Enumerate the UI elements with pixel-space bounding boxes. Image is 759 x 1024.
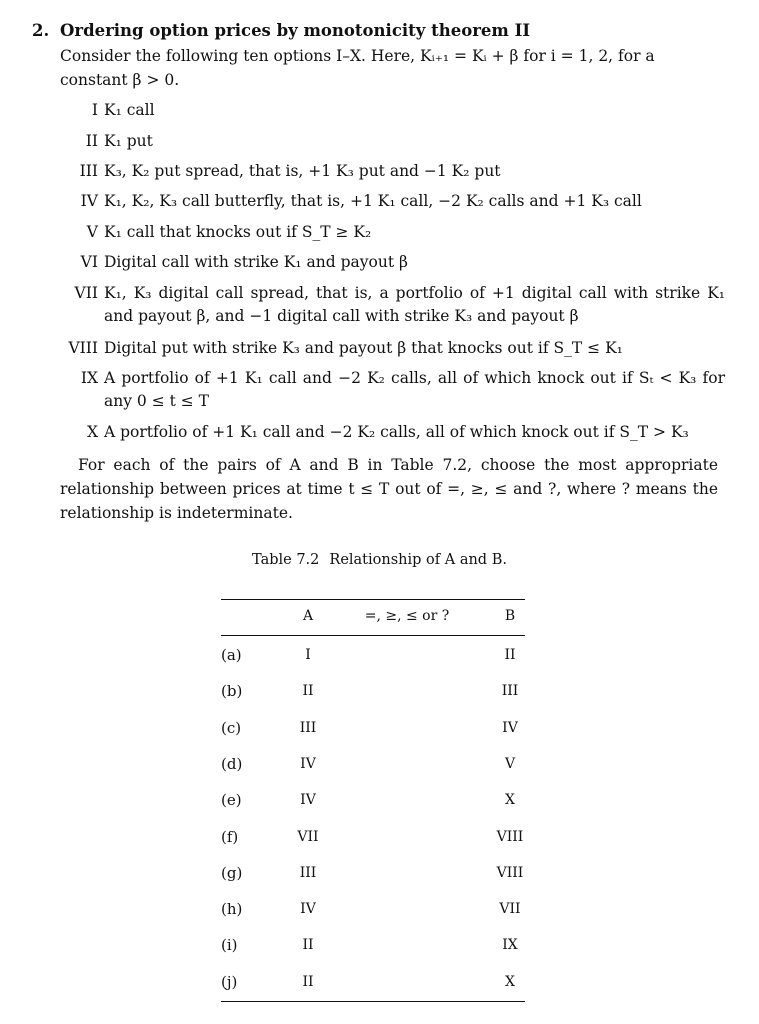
problem-intro: Consider the following ten options I–X. Here, Kᵢ₊₁ = Kᵢ + β for i = 1, 2, for a constant β > 0.: [60, 47, 655, 89]
option-numeral: X: [86, 423, 98, 441]
option-item: [60, 421, 725, 444]
option-text: K₁, K₃ digital call spread, that is, a portfolio of +1 digital call with strike K₁ and payout β, and −1 digital call with strike K₃ and payout β: [104, 284, 725, 325]
option-numeral: VII: [74, 284, 98, 302]
option-text: Digital put with strike K₃ and payout β that knocks out if S_T ≤ K₁: [104, 339, 623, 357]
table-bottom-rule: [221, 1001, 525, 1002]
row-label: (j): [221, 973, 238, 991]
option-numeral: IV: [80, 192, 98, 210]
option-item: [60, 282, 725, 328]
option-item: [60, 160, 725, 183]
table-caption: [0, 550, 759, 570]
option-numeral: III: [79, 162, 98, 180]
cell-a: III: [299, 720, 317, 736]
cell-a: IV: [300, 792, 316, 808]
option-numeral: II: [85, 132, 98, 150]
option-item: [60, 337, 725, 360]
table-header-rule: [221, 635, 525, 636]
cell-b: III: [501, 683, 519, 699]
column-header-b: B: [504, 608, 516, 624]
row-label: (e): [221, 791, 242, 809]
cell-b: IV: [502, 720, 518, 736]
cell-b: IX: [502, 937, 518, 953]
option-numeral: V: [86, 223, 98, 241]
option-numeral: VIII: [68, 339, 98, 357]
option-item: [60, 367, 725, 413]
cell-a: I: [305, 647, 311, 663]
option-text: K₁ call that knocks out if S_T ≥ K₂: [104, 223, 372, 241]
row-label: (g): [221, 864, 243, 882]
row-label: (i): [221, 936, 238, 954]
row-label: (c): [221, 719, 242, 737]
cell-a: II: [302, 974, 314, 990]
problem-heading: [32, 20, 732, 42]
cell-a: VII: [297, 829, 319, 845]
cell-b: VIII: [496, 865, 524, 881]
option-item: [60, 251, 725, 274]
column-header-relation: =, ≥, ≤ or ?: [364, 608, 450, 624]
option-numeral: I: [91, 101, 98, 119]
row-label: (a): [221, 646, 242, 664]
option-item: [60, 221, 725, 244]
table-label: Table 7.2: [252, 552, 320, 568]
column-header-a: A: [302, 608, 314, 624]
row-label: (f): [221, 828, 239, 846]
option-text: K₁, K₂, K₃ call butterfly, that is, +1 K₁ call, −2 K₂ calls and +1 K₃ call: [104, 192, 642, 210]
cell-a: III: [299, 865, 317, 881]
option-numeral: VI: [80, 253, 98, 271]
option-item: [60, 130, 725, 153]
option-text: A portfolio of +1 K₁ call and −2 K₂ calls, all of which knock out if Sₜ < K₃ for any 0 ≤ t ≤ T: [104, 369, 725, 410]
instruction-paragraph: For each of the pairs of A and B in Table 7.2, choose the most appropriate relationship between prices at time t ≤ T out of =, ≥, ≤ and ?, where ? means the relationship is indeterminate.: [60, 456, 718, 522]
row-label: (h): [221, 900, 243, 918]
row-label: (b): [221, 682, 243, 700]
cell-b: VII: [499, 901, 521, 917]
cell-a: IV: [300, 901, 316, 917]
cell-a: II: [302, 683, 314, 699]
option-text: K₁ put: [104, 132, 153, 150]
cell-b: X: [505, 974, 515, 990]
cell-b: II: [504, 647, 516, 663]
table-top-rule: [221, 599, 525, 600]
option-text: A portfolio of +1 K₁ call and −2 K₂ calls, all of which knock out if S_T > K₃: [104, 423, 689, 441]
row-label: (d): [221, 755, 243, 773]
cell-b: VIII: [496, 829, 524, 845]
option-item: [60, 190, 725, 213]
option-text: Digital call with strike K₁ and payout β: [104, 253, 408, 271]
option-numeral: IX: [80, 369, 98, 387]
option-text: K₃, K₂ put spread, that is, +1 K₃ put and −1 K₂ put: [104, 162, 501, 180]
option-item: [60, 99, 725, 122]
cell-a: IV: [300, 756, 316, 772]
problem-title: Ordering option prices by monotonicity theorem II: [60, 21, 531, 40]
option-text: K₁ call: [104, 101, 155, 119]
problem-number: 2.: [32, 21, 50, 40]
cell-b: V: [504, 756, 516, 772]
cell-a: II: [302, 937, 314, 953]
cell-b: X: [505, 792, 515, 808]
table-caption-text: Relationship of A and B.: [329, 552, 507, 568]
